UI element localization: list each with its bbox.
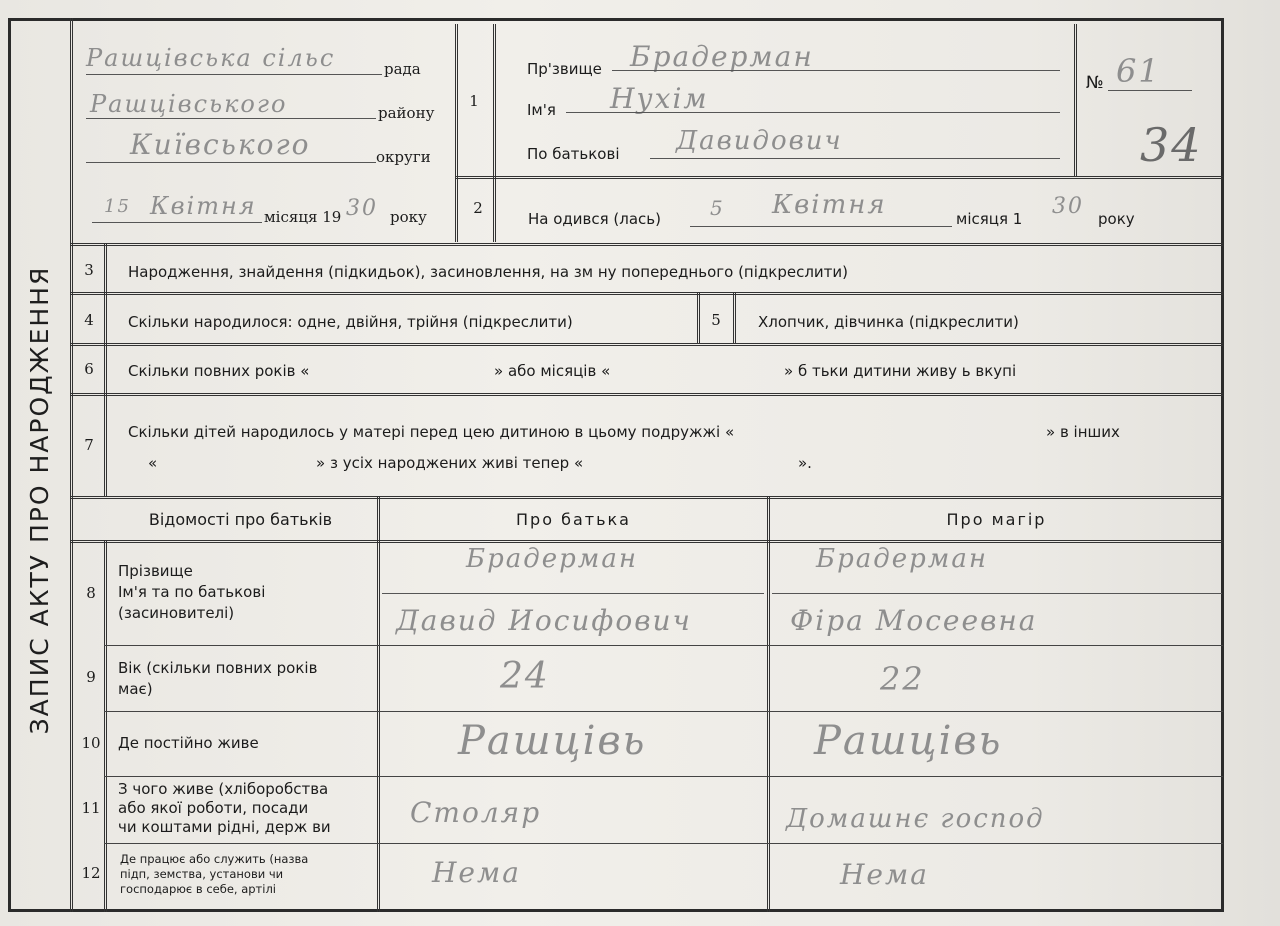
hw-day-reg: 15 [104, 196, 131, 217]
row8-label: Прізвище Ім'я та по батькові (засиновителі) [118, 562, 266, 622]
header-divider-h1 [455, 176, 1223, 179]
hw-year-reg: 30 [346, 196, 378, 221]
table-col-divider-2 [767, 496, 770, 912]
row4-text: Скільки народилося: одне, двійня, трійня (підкреслити) [128, 313, 573, 331]
row12-label: Де працює або служить (назва підп, земства, установи чи господарює в себе, артілі [120, 852, 309, 896]
section-divider-2 [70, 292, 1223, 295]
hw-okruha: Київського [130, 128, 311, 161]
row12-number: 12 [81, 864, 101, 882]
row11-father: Столяр [410, 796, 542, 829]
row4-number: 4 [84, 311, 94, 329]
row8-father-name: Давид Иосифович [396, 604, 692, 637]
row9-number: 9 [86, 668, 96, 686]
born-year-label: року [1098, 210, 1135, 228]
table-num-divider [104, 540, 107, 912]
row4-divider-2 [733, 292, 736, 343]
hw-born-year: 30 [1052, 194, 1084, 219]
side-divider [70, 18, 73, 912]
row5-text: Хлопчик, дівчинка (підкреслити) [758, 313, 1019, 331]
margin-note: 34 [1140, 118, 1203, 172]
table-row-divider-10 [104, 776, 1223, 777]
row10-number: 10 [81, 734, 101, 752]
row7-text-5: ». [798, 454, 812, 472]
num-col-divider [104, 243, 107, 496]
hw-rada: Рашцівська сільс [86, 44, 336, 72]
name-line [566, 112, 1060, 113]
row7-text-4: » з усіх народжених живі тепер « [316, 454, 584, 472]
row7-text-2: » в інших [1046, 423, 1120, 441]
record-no-value: 61 [1116, 52, 1161, 90]
side-strip [10, 18, 70, 912]
section-divider-4 [70, 393, 1223, 396]
born-label: На одився (лась) [528, 210, 661, 228]
row9-mother: 22 [880, 660, 925, 698]
date-month-label: місяця 19 [264, 208, 342, 226]
row12-mother: Нема [840, 858, 929, 891]
okruha-line [86, 162, 376, 163]
hw-month-reg: Квітня [150, 192, 257, 220]
rayon-label: району [378, 104, 435, 122]
rada-label: рада [384, 60, 421, 78]
row3-text: Народження, знайдення (підкидьок), засиновлення, на зм ну попереднього (підкреслити) [128, 263, 849, 281]
row3-number: 3 [84, 261, 94, 279]
row8-mother-surname: Брадерман [816, 544, 988, 574]
header-divider-1 [455, 24, 458, 242]
section-divider-5 [70, 496, 1223, 499]
row7-text-1: Скільки дітей народилось у матері перед цею дитиною в цьому подружжі « [128, 423, 735, 441]
row6-number: 6 [84, 360, 94, 378]
col-header-parents: Відомості про батьків [148, 510, 333, 529]
name-label: Ім'я [527, 101, 556, 119]
col-header-father: Про батька [516, 510, 631, 529]
section-divider-6 [70, 540, 1223, 543]
row5-number: 5 [711, 311, 721, 329]
row6-text-2: » або місяців « [494, 362, 611, 380]
header-divider-3 [1074, 24, 1077, 176]
row11-mother: Домашнє господ [786, 804, 1045, 834]
born-line [690, 226, 952, 227]
hw-patronymic: Давидович [676, 126, 843, 156]
row6-text-1: Скільки повних років « [128, 362, 310, 380]
table-row-divider-8 [104, 645, 1223, 646]
col-header-mother: Про магір [946, 510, 1047, 529]
record-no-line [1108, 90, 1192, 91]
row12-father: Нема [432, 856, 521, 889]
row8-father-surname: Брадерман [466, 544, 638, 574]
side-title: ЗАПИС АКТУ ПРО НАРОДЖЕННЯ [25, 265, 54, 735]
row7-text-3: « [148, 454, 158, 472]
row11-number: 11 [81, 799, 101, 817]
rayon-line [86, 118, 376, 119]
block1-number: 1 [469, 92, 479, 110]
row10-father: Рашцівь [458, 718, 647, 764]
hw-name: Нухім [610, 82, 709, 115]
okruha-label: округи [376, 148, 431, 166]
table-col-divider-1 [377, 496, 380, 912]
row8-mother-name: Фіра Мосеевна [790, 604, 1038, 637]
hw-born-day: 5 [710, 196, 725, 220]
row8-number: 8 [86, 584, 96, 602]
table-row-divider-9 [104, 711, 1223, 712]
row10-mother: Рашцівь [814, 718, 1003, 764]
hw-rayon: Рашцівського [90, 90, 288, 118]
row8-father-line [382, 593, 764, 594]
row9-label: Вік (скільки повних років має) [118, 659, 318, 698]
hw-surname: Брадерман [630, 40, 814, 73]
row6-text-3: » б тьки дитини живу ь вкупі [784, 362, 1017, 380]
row9-father: 24 [500, 656, 550, 697]
surname-line [612, 70, 1060, 71]
surname-label: Пр'звище [527, 60, 602, 78]
row11-label: З чого живе (хліборобства або якої роботи, посади чи коштами рідні, держ ви [118, 780, 331, 836]
header-divider-2 [493, 24, 496, 242]
row10-label: Де постійно живе [118, 734, 259, 752]
section-divider-1 [70, 243, 1223, 246]
date-line [92, 222, 262, 223]
table-row-divider-11 [104, 843, 1223, 844]
row7-number: 7 [84, 436, 94, 454]
rada-line [86, 74, 382, 75]
row4-divider-1 [697, 292, 700, 343]
row8-mother-line [772, 593, 1222, 594]
hw-born-month: Квітня [772, 190, 887, 220]
born-month-label: місяця 1 [956, 210, 1023, 228]
record-no-label: № [1086, 73, 1104, 93]
section-divider-3 [70, 343, 1223, 346]
block2-number: 2 [473, 199, 483, 217]
patronymic-line [650, 158, 1060, 159]
patronymic-label: По батькові [527, 145, 620, 163]
date-year-label: року [390, 208, 427, 226]
